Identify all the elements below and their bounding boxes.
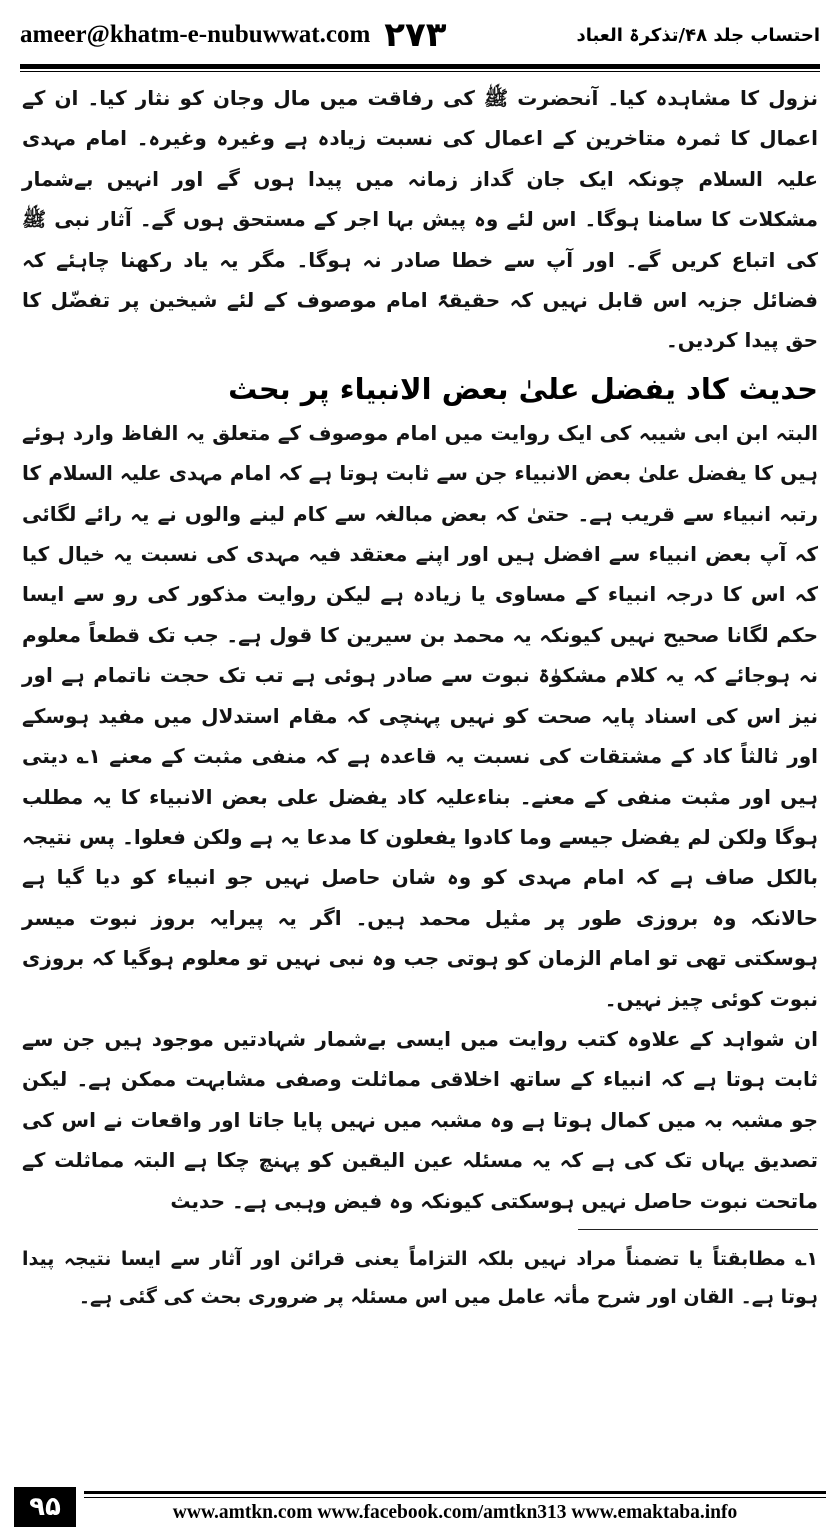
paragraph-3: ان شواہد کے علاوہ کتب روایت میں ایسی بےشمار شہادتیں موجود ہیں جن سے ثابت ہوتا ہے کہ انبیاء کے ساتھ اخلاقی مماثلت وصفی مشابہت ممکن ہے۔ لیکن جو مشبہ بہ میں کمال ہوتا ہے وہ مشبہ میں نہیں پایا جاتا اور واقعات نے اس کی تصدیق یہاں تک کی ہے کہ یہ مسئلہ عین الیقین کو پہنچ چکا ہے البتہ مماثلت کے ماتحت نبوت حاصل نہیں ہوسکتی کیونکہ وہ فیض وہبی ہے۔ حدیث	[22, 1026, 818, 1213]
header-page-number: ۲۷۳	[384, 15, 447, 55]
header-left	[20, 15, 447, 55]
page-content	[22, 78, 818, 1316]
footer-rule	[84, 1491, 826, 1498]
header-email[interactable]: ameer@khatm-e-nubuwwat.com	[20, 21, 371, 48]
footnote-rule	[578, 1229, 818, 1230]
footer-page-badge: ۹۵	[14, 1487, 76, 1527]
header-rule	[20, 64, 820, 72]
paragraph-1: نزول کا مشاہدہ کیا۔ آنحضرت ﷺ کی رفاقت میں مال وجان کو نثار کیا۔ ان کے اعمال کا ثمرہ متاخرین کے اعمال کی نسبت زیادہ ہے وغیرہ وغیرہ۔ امام مہدی علیہ السلام چونکہ ایک جان گداز زمانہ میں پیدا ہوں گے اور انہیں بےشمار مشکلات کا سامنا ہوگا۔ اس لئے وہ پیش بہا اجر کے مستحق ہوں گے۔ آثار نبی ﷺ کی اتباع کریں گے۔ اور آپ سے خطا صادر نہ ہوگا۔ مگر یہ یاد رکھنا چاہئے کہ فضائل جزیہ اس قابل نہیں کہ حقیقۃً امام موصوف کے لئے شیخین پر تفضّل کا حق پیدا کردیں۔	[22, 86, 818, 353]
paragraph-2: البتہ ابن ابی شیبہ کی ایک روایت میں امام موصوف کے متعلق یہ الفاظ وارد ہوئے ہیں کا یفضل علیٰ بعض الانبیاء جن سے ثابت ہوتا ہے کہ امام مہدی علیہ السلام کا رتبہ انبیاء سے قریب ہے۔ حتیٰ کہ بعض مبالغہ سے کام لینے والوں نے یہ رائے لگائی کہ آپ بعض انبیاء سے افضل ہیں اور اپنے معتقد فیہ مہدی کی نسبت یہ خیال کیا کہ اس کا درجہ انبیاء کے مساوی یا زیادہ ہے لیکن روایت مذکور کی رو سے ایسا حکم لگانا صحیح نہیں کیونکہ یہ محمد بن سیرین کا قول ہے۔ جب تک قطعاً معلوم نہ ہوجائے کہ یہ کلام مشکوٰۃ نبوت سے صادر ہوئی ہے تب تک حجت ناتمام ہے اور نیز اس کی اسناد پایہ صحت کو نہیں پہنچی کہ مقام استدلال میں مفید ہوسکے اور ثالثاً کاد کے مشتقات کی نسبت یہ قاعدہ ہے کہ منفی مثبت کے معنے ۱؎ دیتی ہیں اور مثبت منفی کے معنے۔ بناءعلیہ کاد یفضل علی بعض الانبیاء کا یہ مطلب ہوگا ولکن لم یفضل جیسے وما کادوا یفعلون کا مدعا یہ ہے ولکن فعلوا۔ پس نتیجہ بالکل صاف ہے کہ امام مہدی کو وہ شان حاصل نہیں جو انبیاء کو دیا گیا ہے حالانکہ وہ بروزی طور پر مثیل محمد ہیں۔ اگر یہ پیرایہ بروز نبوت میسر ہوسکتی تھی تو امام الزمان کو ہوتی جب وہ نبی نہیں تو معلوم ہوگیا کہ بروزی نبوت کوئی چیز نہیں۔	[22, 420, 818, 1011]
header-book-title: احتساب جلد ۴۸/تذکرۃ العباد	[576, 24, 820, 46]
footer-websites[interactable]: www.amtkn.com www.facebook.com/amtkn313 www.emaktaba.info	[172, 1501, 738, 1523]
page-header	[20, 12, 820, 58]
section-heading: حدیث کاد یفضل علیٰ بعض الانبیاء پر بحث	[228, 371, 818, 406]
footnote: ۱؎ مطابقتاً یا تضمناً مراد نہیں بلکہ التزاماً یعنی قرائن اور آثار سے ایسا نتیجہ پیدا ہوتا ہے۔ القان اور شرح مأتہ عامل میں اس مسئلہ پر ضروری بحث کی گئی ہے۔	[22, 1247, 818, 1308]
page-footer	[14, 1484, 826, 1530]
footer-right	[84, 1491, 826, 1524]
